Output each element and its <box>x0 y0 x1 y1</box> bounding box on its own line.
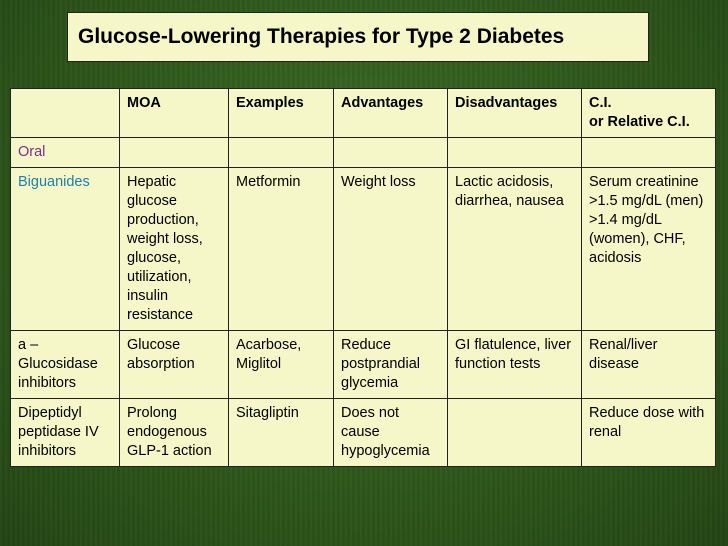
table-cell <box>582 138 716 168</box>
disadvantages-cell <box>448 399 582 467</box>
header-ci-line2: or Relative C.I. <box>589 114 690 130</box>
drug-class-cell: Biguanides <box>11 168 120 331</box>
moa-cell: Prolong endogenous GLP-1 action <box>120 399 229 467</box>
disadvantages-cell: Lactic acidosis, diarrhea, nausea <box>448 168 582 331</box>
examples-cell: Acarbose, Miglitol <box>229 331 334 399</box>
header-advantages: Advantages <box>334 89 448 138</box>
table-cell <box>448 138 582 168</box>
ci-cell: Serum creatinine >1.5 mg/dL (men) >1.4 mg/dL (women), CHF, acidosis <box>582 168 716 331</box>
therapy-table <box>10 88 716 467</box>
header-moa: MOA <box>120 89 229 138</box>
ci-cell: Reduce dose with renal <box>582 399 716 467</box>
table-cell <box>334 138 448 168</box>
table-row <box>11 399 716 467</box>
header-disadvantages: Disadvantages <box>448 89 582 138</box>
moa-cell: Hepatic glucose production, weight loss, glucose, utilization, insulin resistance <box>120 168 229 331</box>
table-cell <box>120 138 229 168</box>
table-row <box>11 168 716 331</box>
disadvantages-cell: GI flatulence, liver function tests <box>448 331 582 399</box>
category-row <box>11 138 716 168</box>
ci-cell: Renal/liver disease <box>582 331 716 399</box>
table-cell <box>229 138 334 168</box>
examples-cell: Sitagliptin <box>229 399 334 467</box>
header-examples: Examples <box>229 89 334 138</box>
header-ci <box>582 89 716 138</box>
drug-class-cell: Dipeptidyl peptidase IV inhibitors <box>11 399 120 467</box>
slide-title: Glucose-Lowering Therapies for Type 2 Diabetes <box>67 12 649 62</box>
moa-cell: Glucose absorption <box>120 331 229 399</box>
table-header-row <box>11 89 716 138</box>
advantages-cell: Does not cause hypoglycemia <box>334 399 448 467</box>
drug-class-cell: a – Glucosidase inhibitors <box>11 331 120 399</box>
header-ci-line1: C.I. <box>589 95 612 111</box>
advantages-cell: Reduce postprandial glycemia <box>334 331 448 399</box>
category-label: Oral <box>11 138 120 168</box>
table-row <box>11 331 716 399</box>
header-blank <box>11 89 120 138</box>
advantages-cell: Weight loss <box>334 168 448 331</box>
examples-cell: Metformin <box>229 168 334 331</box>
